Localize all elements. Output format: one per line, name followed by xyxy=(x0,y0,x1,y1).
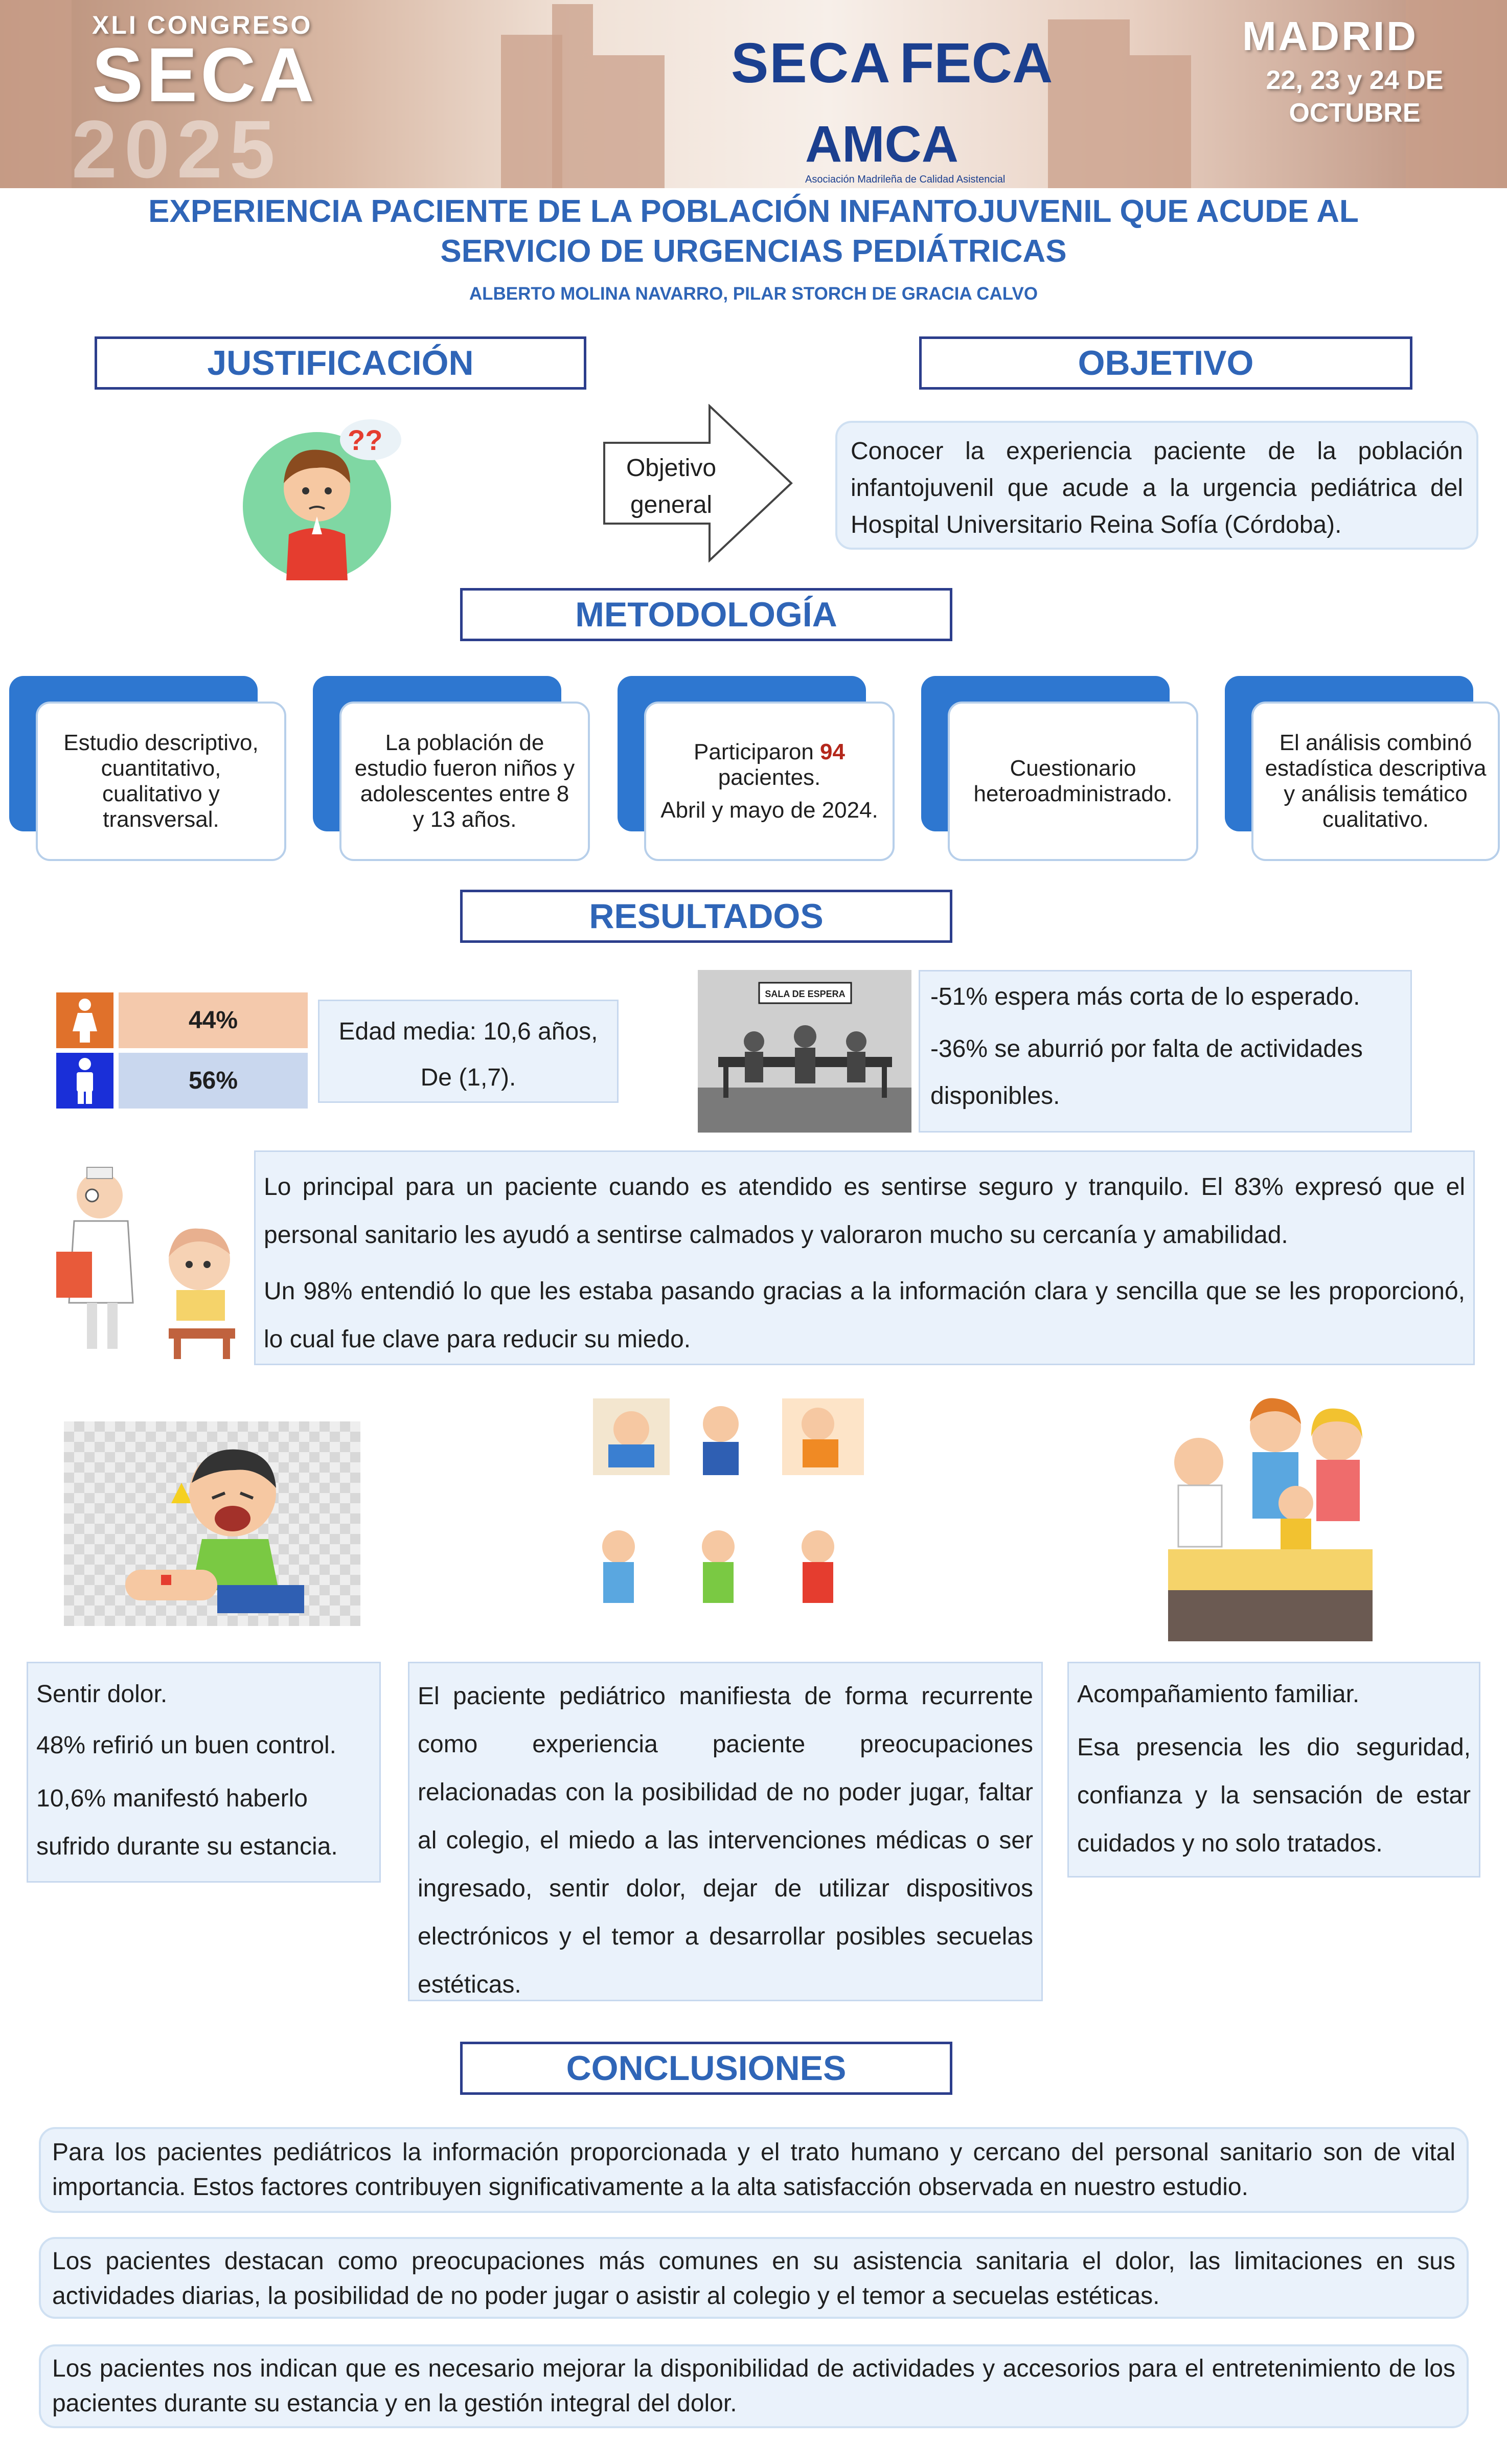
building-silhouette xyxy=(0,0,72,188)
method-card-text: La población de estudio fueron niños y adolescentes entre 8 y 13 años. xyxy=(354,730,575,832)
pain-child-illustration xyxy=(64,1421,360,1626)
seca-logo: SECA xyxy=(731,32,892,95)
building-silhouette xyxy=(593,55,665,188)
family-title: Acompañamiento familiar. xyxy=(1077,1681,1360,1708)
family-text: Esa presencia les dio seguridad, confianza y la sensación de estar cuidados y no solo tratados. xyxy=(1077,1734,1471,1857)
pain-box xyxy=(27,1662,381,1883)
building-silhouette xyxy=(1048,19,1130,188)
amca-logo-subtitle: Asociación Madrileña de Calidad Asistencial xyxy=(805,174,1006,185)
male-icon-cell xyxy=(56,1053,113,1109)
waiting-room-illustration xyxy=(698,970,911,1133)
participants-prefix: Participaron xyxy=(694,739,820,764)
method-card-text: Estudio descriptivo, cuantitativo, cualitativo y transversal. xyxy=(63,730,259,832)
waiting-bored: -36% se aburrió por falta de actividades disponibles. xyxy=(930,1035,1363,1110)
section-heading-conclusiones: CONCLUSIONES xyxy=(460,2042,952,2095)
thinking-child-illustration xyxy=(240,412,409,580)
pain-suffered: 10,6% manifestó haberlo sufrido durante su estancia. xyxy=(36,1785,338,1860)
waiting-shorter: -51% espera más corta de lo esperado. xyxy=(930,983,1360,1010)
participants-count: 94 xyxy=(820,739,845,764)
conclusion-box-2 xyxy=(39,2237,1469,2319)
worries-text: El paciente pediátrico manifiesta de forma recurrente como experiencia paciente preocupaciones relacionadas con la posibilidad de no poder jugar, faltar al colegio, el miedo a las intervenciones médicas o ser ingresado, sentir dolor, dejar de utilizar dispositivos electrónicos y el temor a desarrollar posibles secuelas estéticas. xyxy=(418,1683,1033,1998)
objective-arrow-label: Objetivo general xyxy=(626,455,717,518)
amca-logo xyxy=(805,115,1005,186)
section-heading-objetivo: OBJETIVO xyxy=(919,336,1412,390)
congress-name: SECA xyxy=(92,32,317,118)
conclusion-text: Los pacientes destacan como preocupaciones más comunes en su asistencia sanitaria el dolor, las limitaciones en sus actividades diarias, la posibilidad de no poder jugar o asistir al colegio y el temor a secuelas estéticas. xyxy=(52,2248,1455,2310)
method-card-participants xyxy=(644,702,895,861)
objective-text: Conocer la experiencia paciente de la población infantojuvenil que acude a la urgencia pediátrica del Hospital Universitario Reina Sofía (Córdoba). xyxy=(851,438,1463,538)
congress-dates: 22, 23 y 24 DE OCTUBRE xyxy=(1266,65,1444,128)
method-card-text: El análisis combinó estadística descriptiva y análisis temático cualitativo. xyxy=(1265,730,1487,832)
amca-logo-text: AMCA xyxy=(805,116,958,173)
pain-control: 48% refirió un buen control. xyxy=(36,1732,337,1759)
doctor-child-icon xyxy=(51,1165,240,1359)
feca-logo: FECA xyxy=(900,32,1053,95)
waiting-box xyxy=(919,970,1412,1133)
objective-text-box xyxy=(835,421,1478,550)
safety-box xyxy=(254,1150,1475,1365)
method-card-analysis xyxy=(1251,702,1500,861)
poster-authors: ALBERTO MOLINA NAVARRO, PILAR STORCH DE GRACIA CALVO xyxy=(469,284,1038,304)
male-icon xyxy=(56,1053,113,1109)
method-card-participants-line1 xyxy=(656,739,882,790)
svg-text:??: ?? xyxy=(348,424,383,456)
conclusion-box-1 xyxy=(39,2127,1469,2213)
waiting-room-sign: SALA DE ESPERA xyxy=(765,989,846,999)
conclusion-box-3 xyxy=(39,2344,1469,2428)
thinking-child-icon xyxy=(240,412,409,580)
building-silhouette xyxy=(552,4,593,188)
age-mean: Edad media: 10,6 años, xyxy=(338,1018,598,1045)
male-percentage: 56% xyxy=(119,1053,308,1109)
method-card-design xyxy=(36,702,286,861)
congress-year: 2025 xyxy=(72,103,282,195)
conclusion-text: Los pacientes nos indican que es necesario mejorar la disponibilidad de actividades y accesorios para el entretenimiento de los pacientes durante su estancia y en la gestión integral del dolor. xyxy=(52,2355,1455,2417)
crying-child-icon xyxy=(64,1421,360,1626)
method-card-population xyxy=(339,702,590,861)
method-card-period: Abril y mayo de 2024. xyxy=(660,798,878,823)
safety-paragraph-2: Un 98% entendió lo que les estaba pasando gracias a la información clara y sencilla que se les proporcionó, lo cual fue clave para reducir su miedo. xyxy=(264,1278,1465,1353)
worries-collage xyxy=(588,1393,869,1649)
age-box xyxy=(318,1000,619,1103)
waiting-room-icon xyxy=(698,970,911,1133)
congress-edition: XLI CONGRESO xyxy=(92,11,313,39)
age-sd: De (1,7). xyxy=(420,1064,516,1091)
method-card-questionnaire xyxy=(948,702,1198,861)
participants-suffix: pacientes. xyxy=(718,765,821,790)
safety-paragraph-1: Lo principal para un paciente cuando es atendido es sentirse seguro y tranquilo. El 83% expresó que el personal sanitario les ayudó a sentirse calmados y valoraron mucho su cercanía y amabilidad. xyxy=(264,1173,1465,1249)
worries-collage-icon xyxy=(588,1393,869,1649)
pain-title: Sentir dolor. xyxy=(36,1681,168,1708)
section-heading-resultados: RESULTADOS xyxy=(460,890,952,943)
conclusion-text: Para los pacientes pediátricos la información proporcionada y el trato humano y cercano del personal sanitario son de vital importancia. Estos factores contribuyen significativamente a la alta satisfacción observada en nuestro estudio. xyxy=(52,2139,1455,2201)
objective-arrow xyxy=(602,404,796,562)
doctor-child-illustration xyxy=(51,1165,240,1359)
section-heading-justificacion: JUSTIFICACIÓN xyxy=(95,336,586,390)
family-doctor-icon xyxy=(1158,1386,1383,1646)
building-silhouette xyxy=(1130,55,1191,188)
female-icon xyxy=(56,992,113,1048)
poster-title: EXPERIENCIA PACIENTE DE LA POBLACIÓN INFANTOJUVENIL QUE ACUDE AL SERVICIO DE URGENCIAS PEDIÁTRICAS xyxy=(148,194,1359,269)
section-heading-metodologia: METODOLOGÍA xyxy=(460,588,952,641)
method-card-text: Cuestionario heteroadministrado. xyxy=(973,756,1173,806)
female-icon-cell xyxy=(56,992,113,1048)
family-box xyxy=(1067,1662,1480,1878)
family-doctor-illustration xyxy=(1158,1386,1383,1646)
female-percentage: 44% xyxy=(119,992,308,1048)
worries-box xyxy=(408,1662,1043,2001)
congress-city: MADRID xyxy=(1242,13,1418,59)
